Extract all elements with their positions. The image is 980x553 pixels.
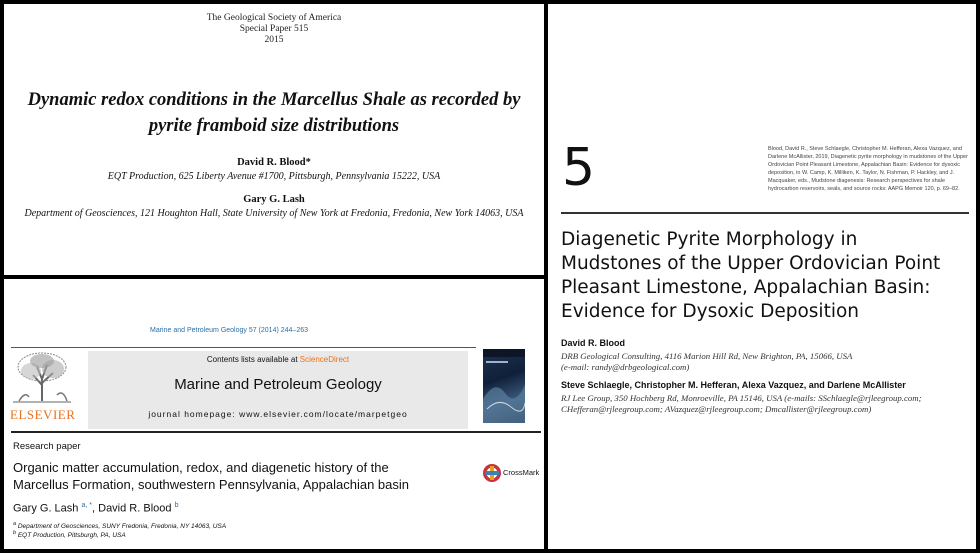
mpg-paper-panel [4,279,544,549]
chapter-affil-2-line-1: RJ Lee Group, 350 Hochberg Rd, Monroeville, PA 15146, USA (e-mails: SSchlaegle@rjleegroup.com; [561,393,922,403]
gsa-paper-panel [4,4,544,275]
mpg-author-2: David R. Blood [98,502,172,515]
gsa-series: Special Paper 515 [239,24,309,34]
gsa-year: 2015 [264,35,284,45]
header-rule [11,347,476,348]
contents-line [88,355,468,364]
mpg-paper-title [13,459,483,493]
chapter-affiliation-1 [561,351,971,373]
gsa-title-line-1: Dynamic redox conditions in the Marcellus Shale as recorded by [27,90,521,110]
gsa-author-2: Gary G. Lash [243,194,305,205]
chapter-affil-1-line-1: DRB Geological Consulting, 4116 Marion Hill Rd, New Brighton, PA, 15066, USA [561,351,853,361]
gsa-header [4,13,544,46]
chapter-affil-1-line-2: (e-mail: randy@drbgeological.com) [561,362,690,372]
mpg-authors [13,502,178,515]
gsa-affiliation-1: EQT Production, 625 Liberty Avenue #1700, Pittsburgh, Pennsylvania 15222, USA [107,171,441,182]
journal-homepage[interactable]: journal homepage: www.elsevier.com/locate/marpetgeo [148,409,408,419]
chapter-title-line-2: Mudstones of the Upper Ordovician Point [561,253,941,274]
mpg-author-1-sup[interactable]: a, * [81,502,92,509]
gsa-paper-title [4,87,544,139]
chapter-rule [561,212,969,214]
gsa-society: The Geological Society of America [206,13,342,23]
chapter-authors-2: Steve Schlaegle, Christopher M. Hefferan, Alexa Vazquez, and Darlene McAllister [561,380,906,390]
journal-name: Marine and Petroleum Geology [174,376,382,393]
mpg-author-sep: , [92,502,99,515]
mpg-title-line-2: Marcellus Formation, southwestern Pennsylvania, Appalachian basin [13,477,409,492]
affil-b-mark: b [13,530,17,536]
journal-reference[interactable]: Marine and Petroleum Geology 57 (2014) 244–263 [150,327,308,334]
mpg-author-1: Gary G. Lash [13,502,79,515]
elsevier-wordmark: ELSEVIER [10,407,76,422]
mpg-title-line-1: Organic matter accumulation, redox, and diagenetic history of the [13,460,389,475]
chapter-author-1: David R. Blood [561,338,626,348]
journal-masthead [88,351,468,429]
gsa-title-line-2: pyrite framboid size distributions [148,116,400,136]
crossmark-icon [482,463,502,483]
journal-cover-image [483,349,525,423]
mpg-affiliation-a [13,521,226,530]
gsa-affiliation-2: Department of Geosciences, 121 Houghton Hall, State University of New York at Fredonia, Fredonia, New York 14063, USA [24,208,524,219]
affil-a-mark: a [13,521,17,527]
chapter-number: 5 [562,138,596,198]
chapter-citation: Blood, David R., Steve Schlaegle, Christopher M. Hefferan, Alexa Vazquez, and Darlene McAllister, 2019, Diagenetic pyrite morphology in mudstones of the Upper Ordovician Point Pleasant Limestone, Appalachian Basin: Evidence for dysoxic deposition, in W. Camp, K. Milliken, K. Taylor, N. Fishman, P. Hackley, and J. Macquaker, eds., Mudstone diagenesis: Research perspectives for shale hydrocarbon reservoirs, seals, and source rocks: AAPG Memoir 120, p. 69–82. [768,146,968,192]
chapter-title-line-4: Evidence for Dysoxic Deposition [561,301,860,322]
aapg-chapter-panel [548,4,976,549]
affil-a-text: Department of Geosciences, SUNY Fredonia, Fredonia, NY 14063, USA [17,523,227,531]
crossmark-label: CrossMark [503,468,540,477]
affil-b-text: EQT Production, Pittsburgh, PA, USA [17,532,126,540]
chapter-title-line-1: Diagenetic Pyrite Morphology in [561,229,858,250]
mpg-affiliation-b [13,530,126,539]
article-type: Research paper [13,441,81,452]
chapter-title [561,228,971,324]
contents-prefix: Contents lists available at [206,355,300,364]
sciencedirect-link[interactable]: ScienceDirect [299,355,350,364]
chapter-affil-2-line-2: CHefferan@rjleegroup.com; AVazquez@rjleegroup.com; Dmcallister@rjleegroup.com) [561,404,872,414]
gsa-author-1: David R. Blood* [237,157,311,168]
crossmark-badge[interactable] [482,462,542,484]
masthead-rule [11,431,541,433]
chapter-title-line-3: Pleasant Limestone, Appalachian Basin: [561,277,931,298]
mpg-author-2-sup[interactable]: b [174,502,179,509]
chapter-affiliation-2 [561,393,971,415]
